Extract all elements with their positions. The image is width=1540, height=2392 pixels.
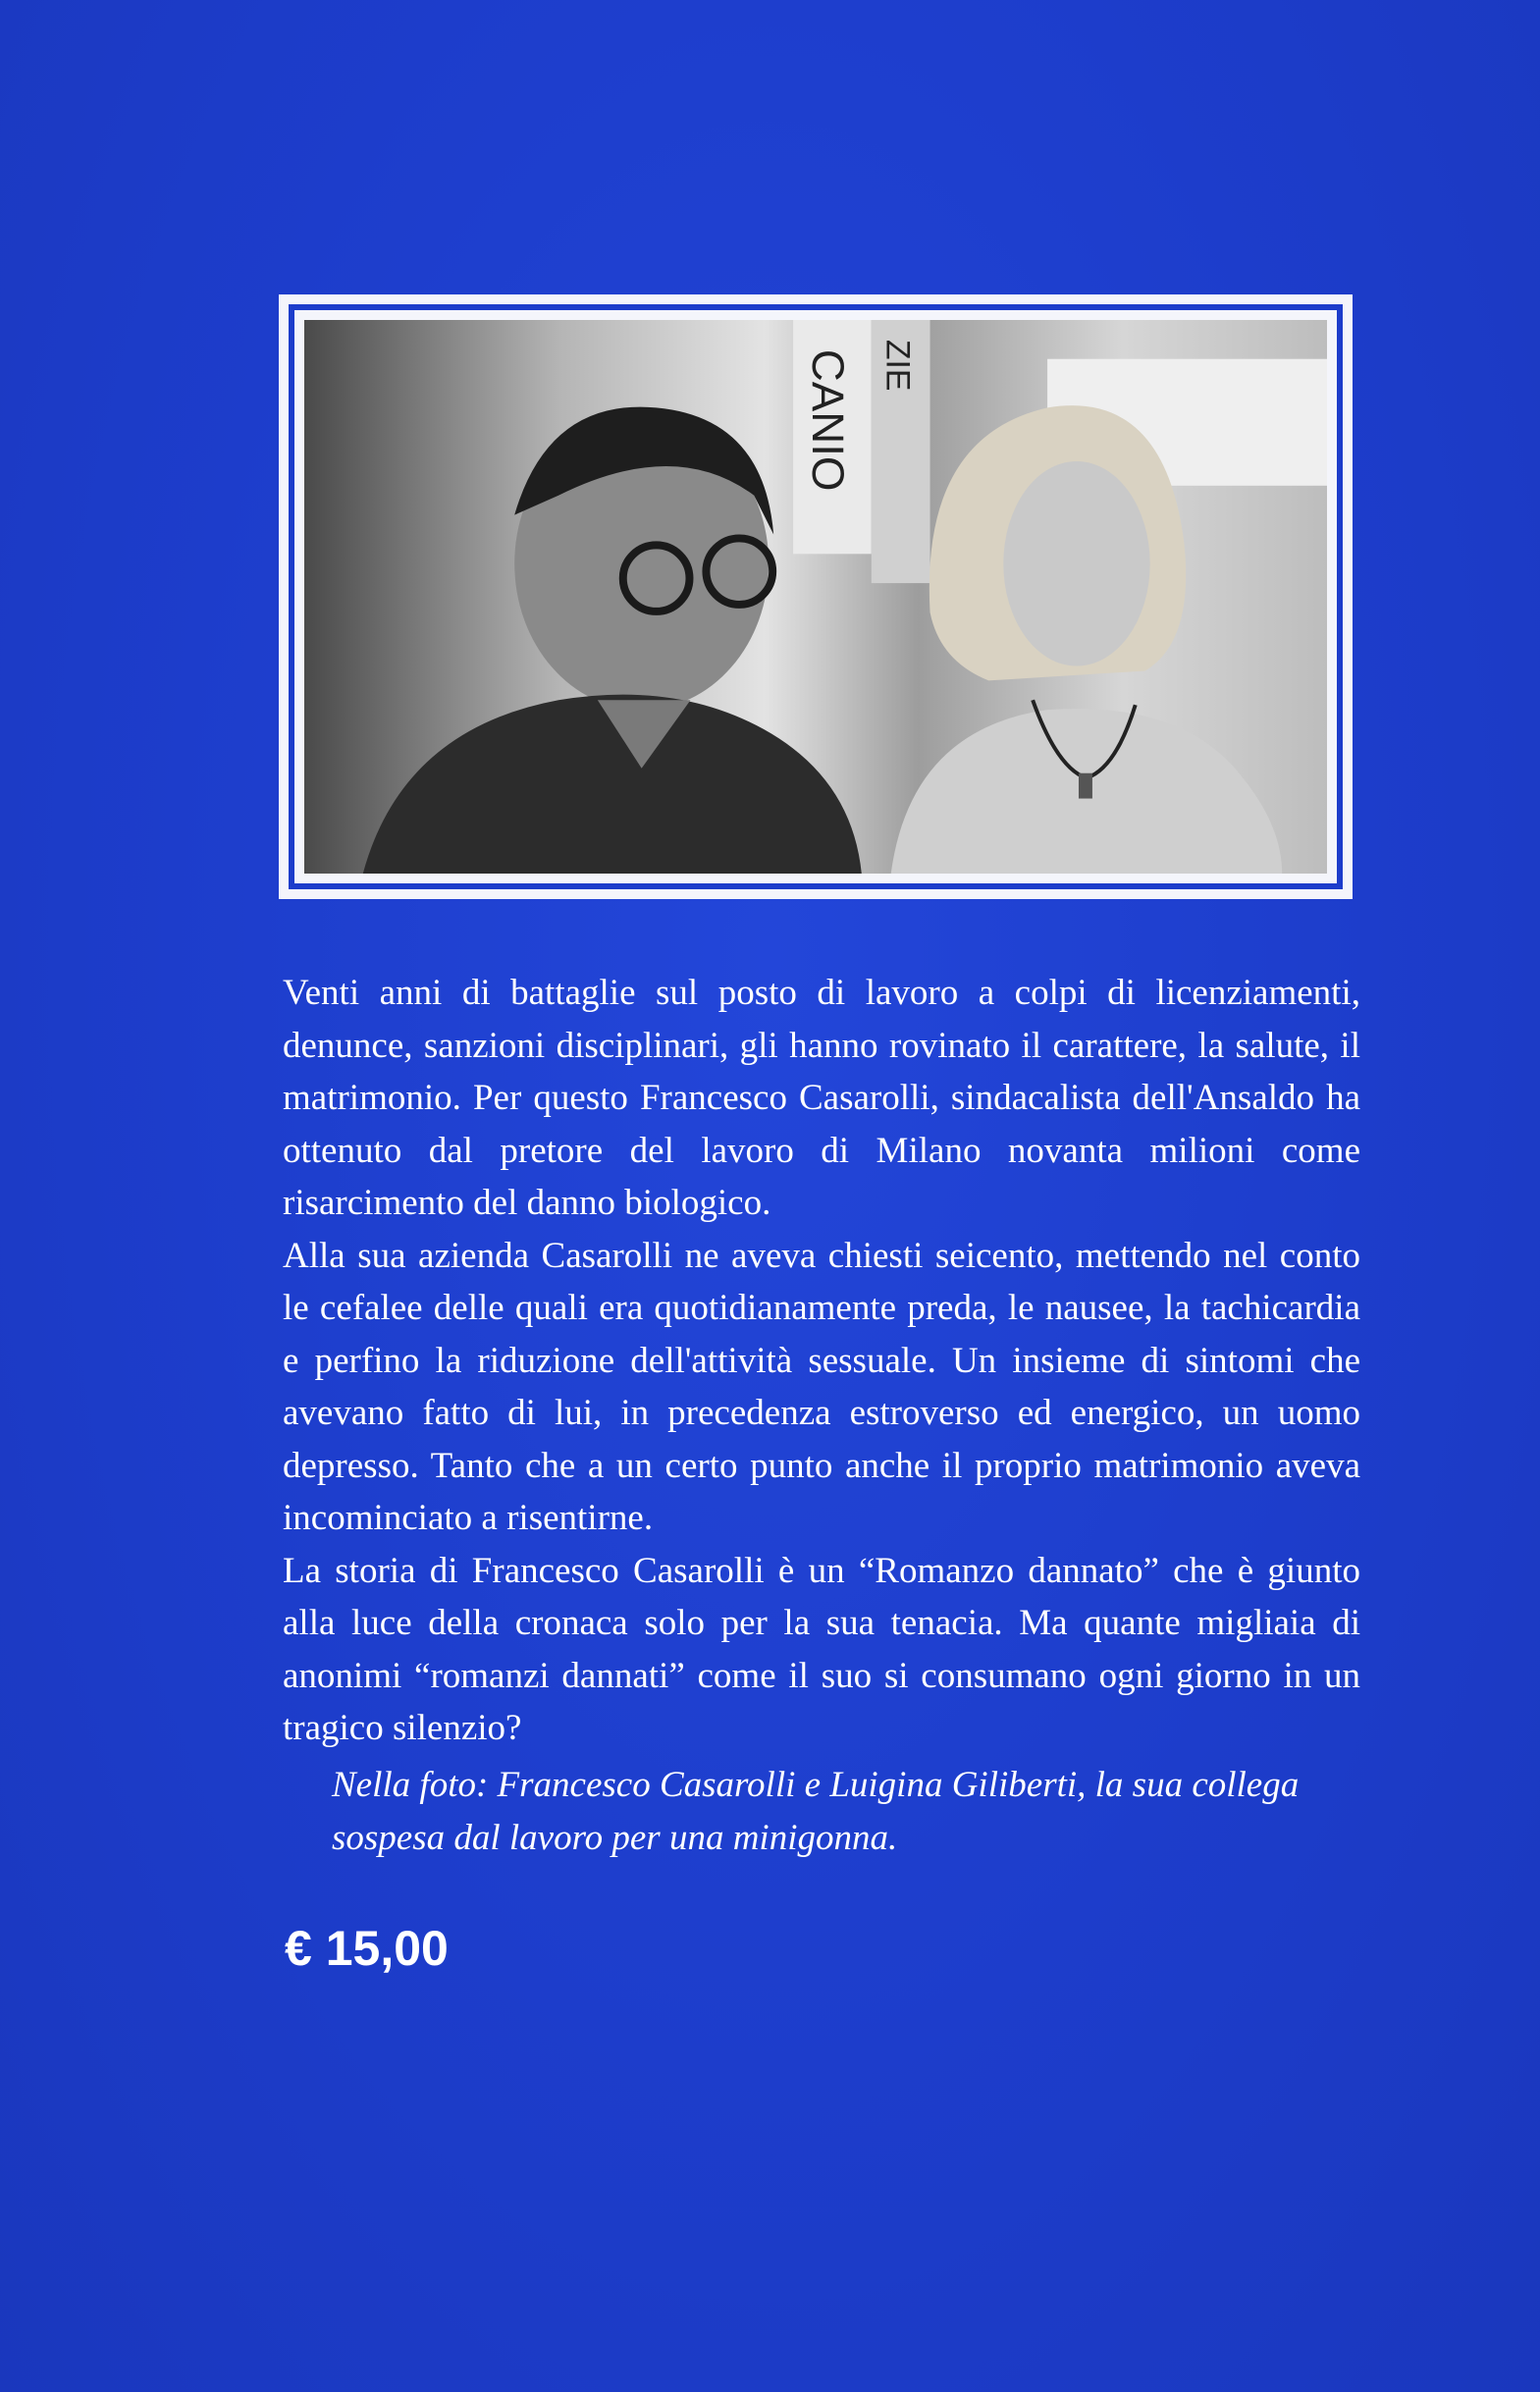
banner-text: CANIO xyxy=(802,348,854,492)
blurb-paragraph: Alla sua azienda Casarolli ne aveva chiesti seicento, mettendo nel conto le cefalee delle quali era quotidianamente preda, le nausee, la tachicardia e perfino la riduzione dell'attività sessuale. Un insieme di sintomi che avevano fatto di lui, in precedenza estroverso ed energico, un uomo depresso. Tanto che a un certo punto anche il proprio matrimonio aveva incominciato a risentirne. xyxy=(283,1235,1360,1538)
woman-face xyxy=(1003,461,1149,666)
pendant xyxy=(1079,773,1092,799)
price: € 15,00 xyxy=(285,1921,449,1976)
author-photo xyxy=(304,320,1327,874)
back-cover-blurb xyxy=(283,967,1360,1755)
photo-border xyxy=(289,304,1343,889)
blurb-paragraph: La storia di Francesco Casarolli è un “Romanzo dannato” che è giunto alla luce della cronaca solo per la sua tenacia. Ma quante migliaia di anonimi “romanzi dannati” come il suo si consumano ogni giorno in un tragico silenzio? xyxy=(283,1550,1360,1748)
banner-text-2: ZIE xyxy=(878,339,917,392)
blurb-paragraph: Venti anni di battaglie sul posto di lavoro a colpi di licenziamenti, denunce, sanzioni disciplinari, gli hanno rovinato il carattere, la salute, il matrimonio. Per questo Francesco Casarolli, sindacalista dell'Ansaldo ha ottenuto dal pretore del lavoro di Milano novanta milioni come risarcimento del danno biologico. xyxy=(283,973,1360,1223)
photo-illustration xyxy=(304,320,1327,874)
photo-frame xyxy=(279,294,1353,899)
photo-caption: Nella foto: Francesco Casarolli e Luigina Giliberti, la sua collega sospesa dal lavoro per una minigonna. xyxy=(332,1765,1300,1858)
